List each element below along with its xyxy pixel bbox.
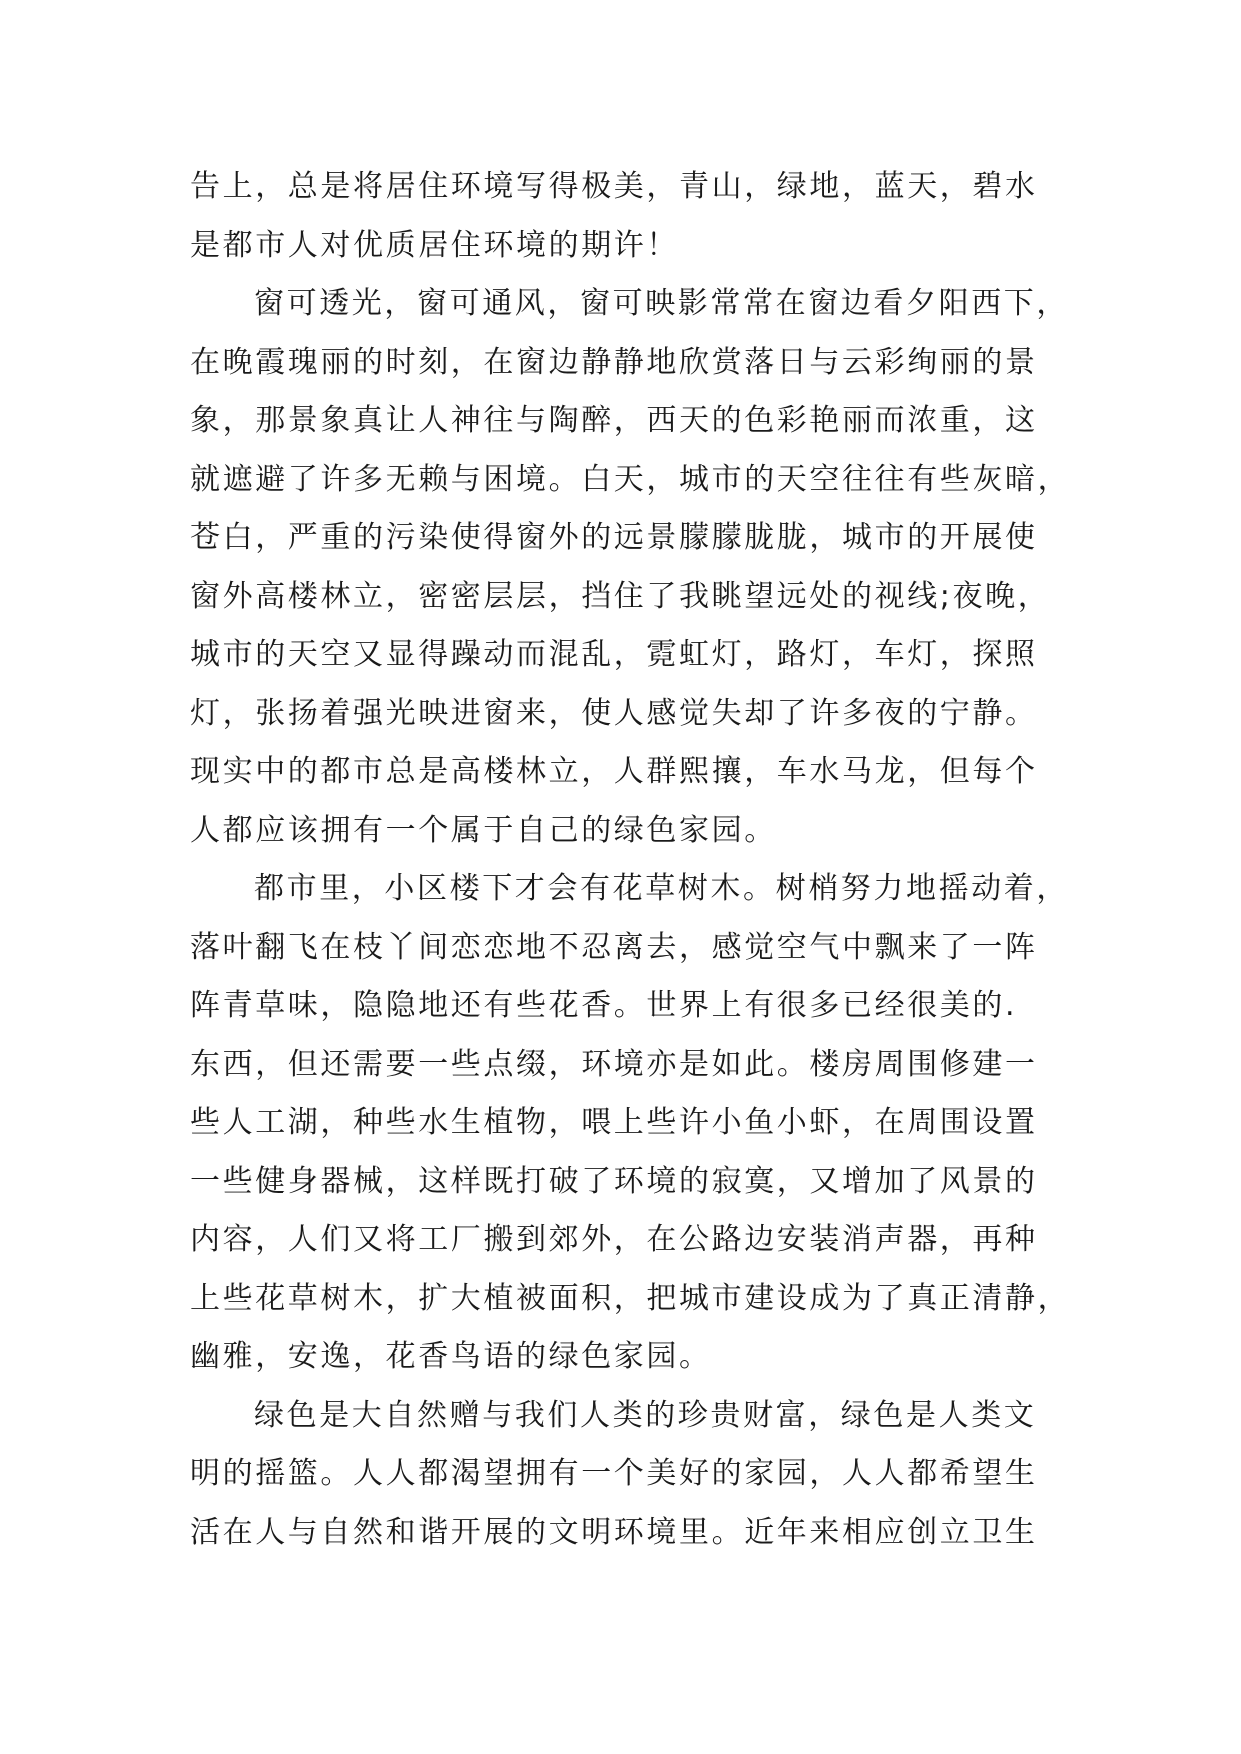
text-line: 苍白，严重的污染使得窗外的远景朦朦胧胧，城市的开展使: [190, 520, 1038, 555]
text-line: 阵青草味，隐隐地还有些花香。世界上有很多已经很美的.: [190, 988, 1018, 1023]
text-line: 上些花草树木，扩大植被面积，把城市建设成为了真正清静，: [190, 1280, 1071, 1316]
text-line: 活在人与自然和谐开展的文明环境里。近年来相应创立卫生: [190, 1514, 1038, 1550]
text-line: 灯，张扬着强光映进窗来，使人感觉失却了许多夜的宁静。: [190, 695, 1038, 731]
text-line: 落叶翻飞在枝丫间恋恋地不忍离去，感觉空气中飘来了一阵: [190, 929, 1038, 965]
text-line: 窗可透光，窗可通风，窗可映影常常在窗边看夕阳西下，: [254, 286, 1069, 321]
text-line: 窗外高楼林立，密密层层，挡住了我眺望远处的视线;夜晚，: [190, 578, 1051, 614]
text-line: 东西，但还需要一些点缀，环境亦是如此。楼房周围修建一: [190, 1046, 1038, 1082]
text-line: 是都市人对优质居住环境的期许！: [190, 227, 679, 263]
text-line: 绿色是大自然赠与我们人类的珍贵财富，绿色是人类文: [254, 1397, 1037, 1433]
text-line: 象，那景象真让人神往与陶醉，西天的色彩艳丽而浓重，这: [190, 403, 1038, 438]
text-line: 些人工湖，种些水生植物，喂上些许小鱼小虾，在周围设置: [190, 1105, 1038, 1140]
text-line: 内容，人们又将工厂搬到郊外，在公路边安装消声器，再种: [190, 1222, 1038, 1257]
text-line: 现实中的都市总是高楼林立，人群熙攘，车水马龙，但每个: [190, 754, 1038, 789]
text-line: 幽雅，安逸，花香鸟语的绿色家园。: [190, 1339, 712, 1374]
paragraph-4: [190, 1387, 1070, 1563]
paragraph-1: [190, 158, 1070, 275]
text-line: 人都应该拥有一个属于自己的绿色家园。: [190, 812, 777, 848]
text-line: 都市里，小区楼下才会有花草树木。树梢努力地摇动着，: [254, 871, 1069, 906]
text-line: 明的摇篮。人人都渴望拥有一个美好的家园，人人都希望生: [190, 1456, 1038, 1491]
paragraph-2: [190, 275, 1070, 860]
text-line: 在晚霞瑰丽的时刻，在窗边静静地欣赏落日与云彩绚丽的景: [190, 344, 1038, 380]
document-body: [190, 158, 1070, 1562]
text-line: 就遮避了许多无赖与困境。白天，城市的天空往往有些灰暗，: [190, 461, 1071, 497]
paragraph-3: [190, 860, 1070, 1387]
text-line: 告上，总是将居住环境写得极美，青山，绿地，蓝天，碧水: [190, 169, 1038, 204]
text-line: 一些健身器械，这样既打破了环境的寂寞，又增加了风景的: [190, 1163, 1038, 1199]
text-line: 城市的天空又显得躁动而混乱，霓虹灯，路灯，车灯，探照: [190, 637, 1038, 672]
